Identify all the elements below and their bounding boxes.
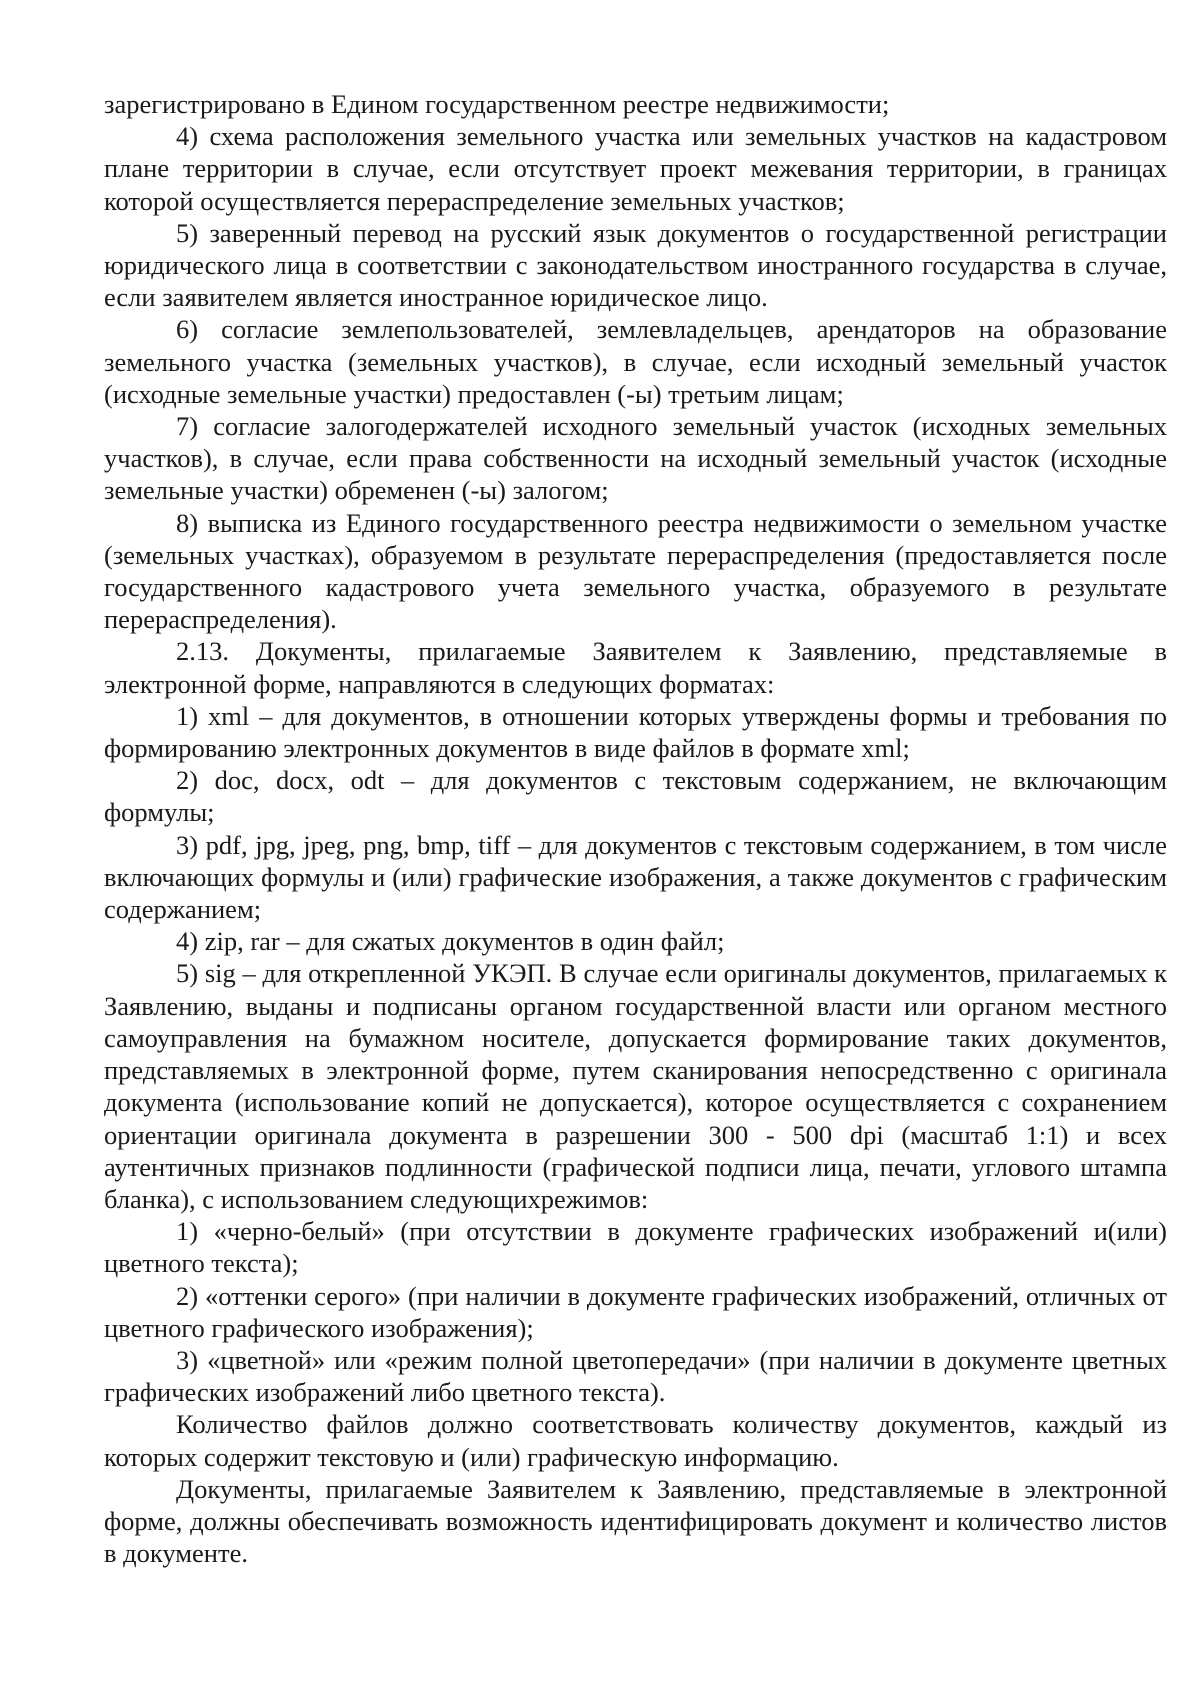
paragraph-item-7-consent-pledge: 7) согласие залогодержателей исходного земельный участок (исходных земельных участков), в случае, если права собственности на исходный земельный участок (исходные земельные участки) обременен (-ы) залогом;: [104, 411, 1167, 506]
paragraph-identification: Документы, прилагаемые Заявителем к Заявлению, представляемые в электронной форме, должны обеспечивать возможность идентифицировать документ и количество листов в документе.: [104, 1473, 1167, 1569]
paragraph-mode-grayscale: 2) «оттенки серого» (при наличии в документе графических изображений, отличных от цветного графического изображения);: [104, 1280, 1167, 1343]
paragraph-item-4-schema: 4) схема расположения земельного участка или земельных участков на кадастровом плане территории в случае, если отсутствует проект межевания территории, в границах которой осуществляется перераспределение земельных участков;: [104, 121, 1167, 216]
paragraph-mode-color: 3) «цветной» или «режим полной цветопередачи» (при наличии в документе цветных графических изображений либо цветного текста).: [104, 1344, 1167, 1408]
paragraph-format-doc: 2) doc, docx, odt – для документов с текстовым содержанием, не включающим формулы;: [104, 765, 1167, 828]
paragraph-format-xml: 1) xml – для документов, в отношении которых утверждены формы и требования по формированию электронных документов в виде файлов в формате xml;: [104, 700, 1167, 764]
paragraph-2-13-formats: 2.13. Документы, прилагаемые Заявителем к Заявлению, представляемые в электронной форме, направляются в следующих форматах:: [104, 636, 1167, 699]
paragraph-item-8-extract: 8) выписка из Единого государственного реестра недвижимости о земельном участке (земельных участках), образуемом в результате перераспределения (предоставляется после государственного кадастрового учета земельного участка, образуемого в результате перераспределения).: [104, 507, 1167, 635]
paragraph-file-count: Количество файлов должно соответствовать количеству документов, каждый из которых содержит текстовую и (или) графическую информацию.: [104, 1409, 1167, 1472]
paragraph-mode-bw: 1) «черно-белый» (при отсутствии в документе графических изображений и(или) цветного текста);: [104, 1216, 1167, 1279]
paragraph-format-pdf: 3) pdf, jpg, jpeg, png, bmp, tiff – для документов с текстовым содержанием, в том числе включающих формулы и (или) графические изображения, а также документов с графическим содержанием;: [104, 829, 1167, 925]
paragraph-format-zip: 4) zip, rar – для сжатых документов в один файл;: [176, 926, 725, 957]
paragraph-item-5-translation: 5) заверенный перевод на русский язык документов о государственной регистрации юридического лица в соответствии с законодательством иностранного государства в случае, если заявителем является иностранное юридическое лицо.: [104, 217, 1167, 313]
paragraph-continuation: зарегистрировано в Едином государственном реестре недвижимости;: [104, 89, 890, 119]
document-page: [104, 88, 1167, 1569]
paragraph-format-sig: 5) sig – для открепленной УКЭП. В случае если оригиналы документов, прилагаемых к Заявлению, выданы и подписаны органом государственной власти или органом местного самоуправления на бумажном носителе, допускается формирование таких документов, представляемых в электронной форме, путем сканирования непосредственно с оригинала документа (использование копий не допускается), которое осуществляется с сохранением ориентации оригинала документа в разрешении 300 - 500 dpi (масштаб 1:1) и всех аутентичных признаков подлинности (графической подписи лица, печати, углового штампа бланка), с использованием следующихрежимов:: [104, 958, 1167, 1214]
paragraph-item-6-consent-users: 6) согласие землепользователей, землевладельцев, арендаторов на образование земельного участка (земельных участков), в случае, если исходный земельный участок (исходные земельные участки) предоставлен (-ы) третьим лицам;: [104, 314, 1167, 409]
